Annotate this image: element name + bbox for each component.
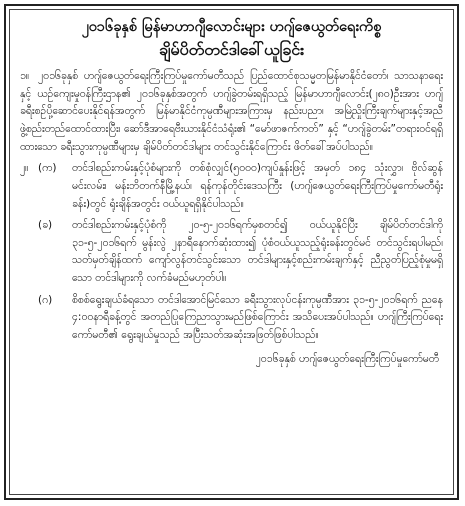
paragraph-1 [20, 68, 443, 156]
item-ga [38, 292, 443, 345]
item-kha [38, 217, 443, 288]
item-ka [38, 160, 443, 213]
signature: ၂၀၁၆ခုနှစ် ဟဂျ်ဇေယွတ်ရေးကြီးကြပ်မှုကော်မတီ [255, 352, 439, 365]
item-ga-label: (ဂ) [38, 293, 53, 306]
paragraph-1-number: ၁။ [20, 70, 30, 83]
paragraph-2-number: ၂။ [20, 162, 29, 175]
item-kha-label: (ခ) [38, 219, 53, 232]
item-kha-text: တင်ဒါစည်းကမ်းနှင့်ပုံစံကို ၂၀-၅-၂၀၁၆ရက်မှစတင်၍ ဝယ်ယူနိုင်ပြီး ချိမ်ပိတ်တင်ဒါကို ၃၁-၅-၂၀၁၆ရက် မွန်းလွဲ ၂နာရီနောက်ဆုံးထား၍ ပုံစံဝယ်ယူသည့်ရုံးခန်းတွင်မင် တင်သွင်းရပါမည်၊ သတ်မှတ်ချိန်ထက် ကျော်လွန်တင်သွင်းသော တင်ဒါများနှင့်စည်းကမ်းချက်နှင့် ညီညွတ်ပြည့်စုံမှုမရှိသော တင်ဒါများကို လက်ခံမည်မဟုတ်ပါ။ [72, 219, 443, 284]
notice-outer-border [4, 4, 459, 500]
paragraph-1-text: ၂၀၁၆ခုနှစ် ဟဂျ်ဇေယွတ်ရေးကြီးကြပ်မှုကော်မတီသည် ပြည်ထောင်စုသမ္မတမြန်မာနိုင်ငံတော်၊ သာသနာရေးနှင့် ယဉ်ကျေးမှုဝန်ကြီးဌာန၏ ၂၀၁၆ခုနှစ်အတွက် ဟဂျ်ခွဲတမ်းရရှိသည့် မြန်မာဟာဂျီလောင်း(၂၈၀)ဦးအား ဟဂျ်ခရီးစဉ်ပို့ဆောင်ပေးနိုင်ရန်အတွက် မြန်မာနိုင်ငံကုမ္ပဏီများအကြားမှ နည်းပညာ၊ အမြဲညှိုးကြီးချက်များနှင့်အညီ ဖွဲ့စည်းတည်ထောင်ထားပြီး၊ ဆော်ဒီအာရေဗီးယားနိုင်ငံသံရုံး၏ “မော်ဖာဇက်ကတ်” နှင့် “ဟဂျ်ခွဲတမ်း”တရားဝင်ရရှိထားသော ခရီးသွားကုမ္ပဏီများမှ ချိမ်ပိတ်တင်ဒါများ တင်သွင်းနိုင်ကြောင်း ဖိတ်ခေါ်အပ်ပါသည်။ [20, 70, 443, 153]
notice-inner-border [9, 9, 454, 495]
paragraph-2-items [38, 160, 443, 348]
notice-title-line2: ချိမ်ပိတ်တင်ဒါခေါ်ယူခြင်း [158, 40, 305, 60]
paragraph-2 [20, 160, 443, 348]
notice-title-line1: ၂၀၁၆ခုနှစ် မြန်မာဟာဂျီလောင်းများ ဟဂျ်ဇေယွတ်ရေးကိစ္စ [81, 19, 382, 35]
item-ka-label: (က) [38, 162, 57, 175]
item-ga-text: စိစစ်ရွေးချယ်ခံရသော တင်ဒါအောင်မြင်သော ခရီးသွားလုပ်ငန်းကုမ္ပဏီအား ၃၁-၅-၂၀၁၆ရက် ညနေ ၄:၀၀နာရီခန့်တွင် အတည်ပြုကြေညာသွားမည်ဖြစ်ကြောင်း အသိပေးအပ်ပါသည်။ ဟဂျ်ကြီးကြပ်ရေးကော်မတီ၏ ရွေးချယ်မှုသည် အပြီးသတ်အဆုံးအဖြတ်ဖြစ်ပါသည်။ [72, 293, 443, 341]
item-ka-text: တင်ဒါစည်းကမ်းနှင့်ပုံစံများကို တစ်စုံလျှင်(၅၀၀၀)ကျပ်နှုန်းဖြင့် အမှတ် ၁၈၄ သုံးလွှာ၊ ဗိုလ်ဆွန်မင်းလမ်း၊ မန်းဘိတက်နီမြို့နယ်၊ ရန်ကုန်တိုင်းဒေသကြီး (ဟဂျ်ဇေယွတ်ရေးကြီးကြပ်မှုကော်မတီရုံးခန်း)တွင် ရုံးချိန်အတွင်း ဝယ်ယူရရှိနိုင်ပါသည်။ [72, 162, 443, 210]
